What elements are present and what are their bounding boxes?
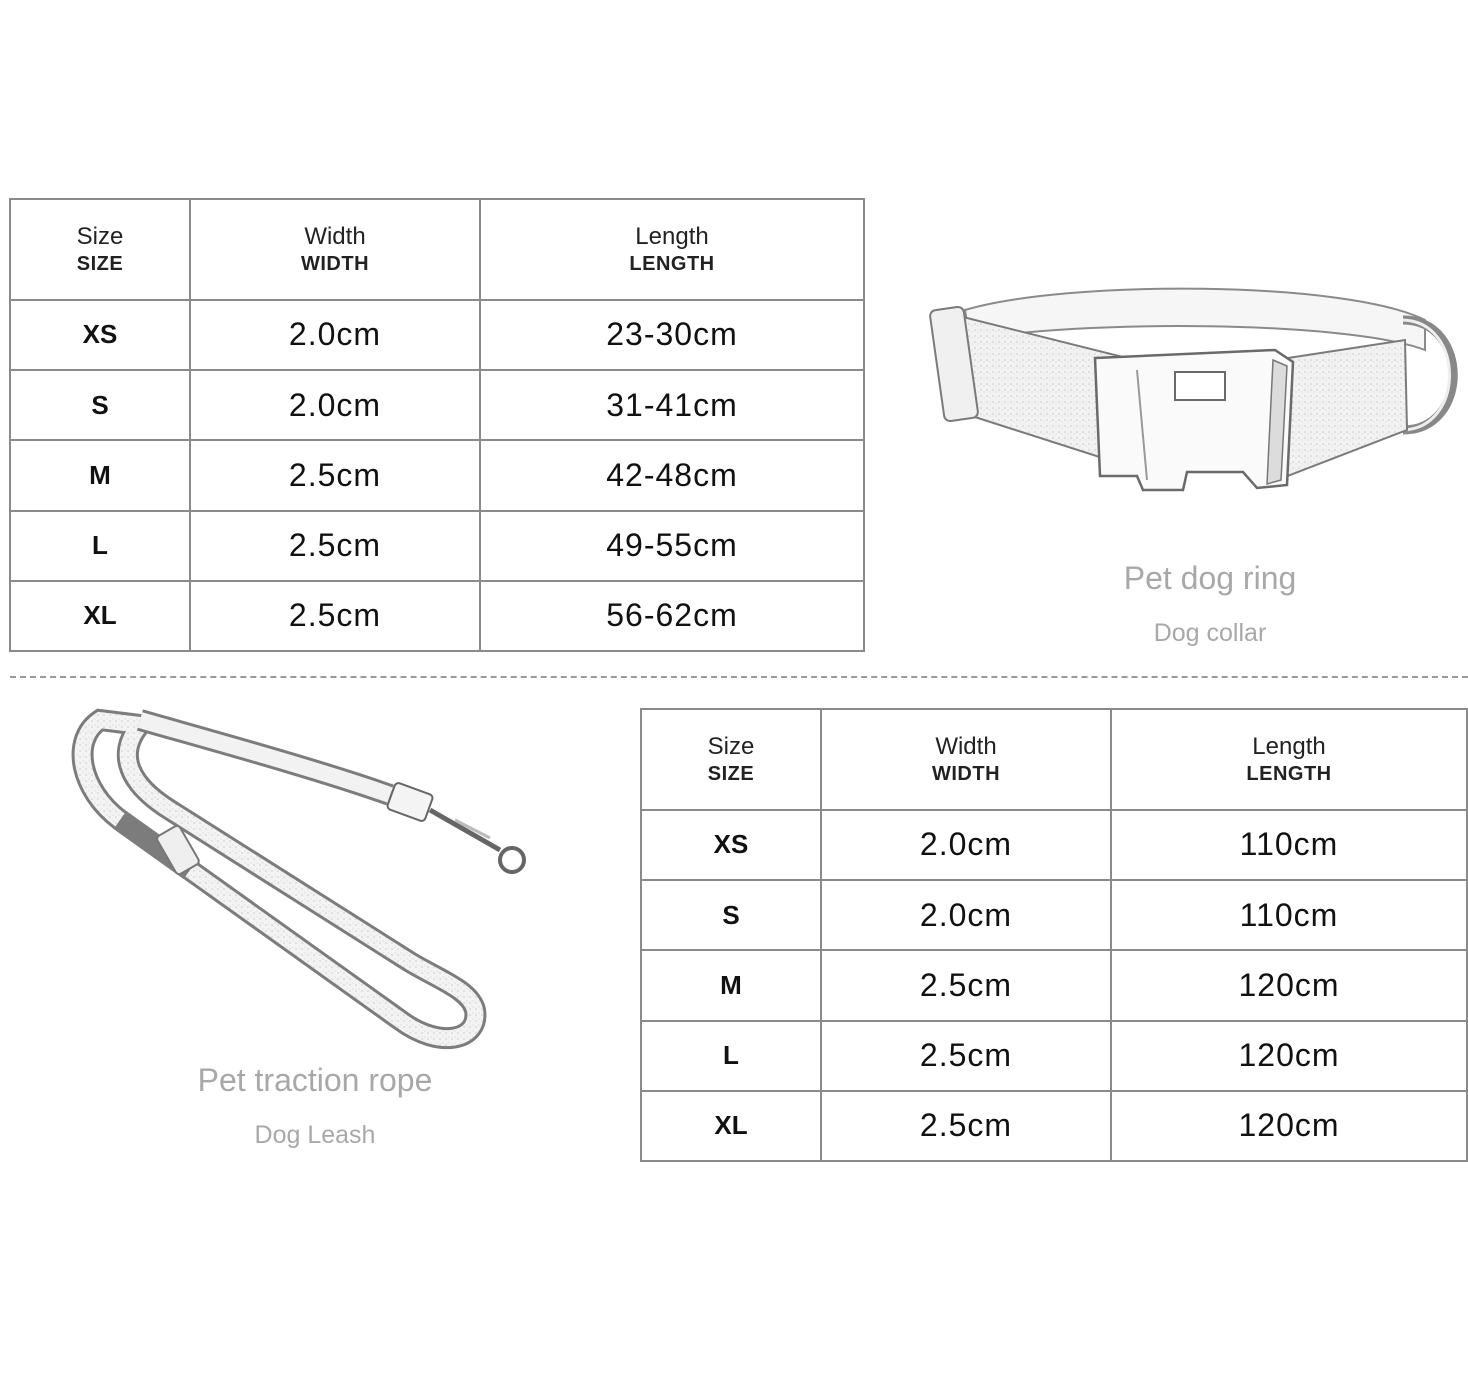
table-row	[10, 581, 864, 651]
leash-caption-subtitle: Dog Leash	[254, 1121, 376, 1149]
collar-caption	[1060, 560, 1360, 648]
length-cell: 23-30cm	[480, 300, 864, 370]
table-row	[641, 810, 1467, 880]
size-cell: XL	[10, 581, 190, 651]
size-cell: L	[641, 1021, 821, 1091]
leash-caption-title: Pet traction rope	[197, 1062, 433, 1098]
size-cell: S	[10, 370, 190, 440]
width-cell: 2.5cm	[821, 950, 1111, 1020]
length-cell: 120cm	[1111, 1021, 1467, 1091]
section-divider	[10, 676, 1468, 678]
length-cell: 120cm	[1111, 1091, 1467, 1161]
table-row	[10, 370, 864, 440]
length-cell: 49-55cm	[480, 511, 864, 581]
width-cell: 2.0cm	[190, 300, 480, 370]
width-cell: 2.5cm	[190, 511, 480, 581]
length-cell: 56-62cm	[480, 581, 864, 651]
length-cell: 120cm	[1111, 950, 1467, 1020]
table-row	[641, 1091, 1467, 1161]
dog-leash-image	[60, 700, 540, 1060]
collar-caption-title: Pet dog ring	[1123, 560, 1297, 596]
collar-caption-subtitle: Dog collar	[1153, 619, 1267, 647]
header-size: Size SIZE	[641, 709, 821, 810]
table-row	[641, 1021, 1467, 1091]
collar-size-table	[9, 198, 863, 652]
width-cell: 2.5cm	[190, 440, 480, 510]
width-cell: 2.5cm	[190, 581, 480, 651]
table-header-row	[10, 199, 864, 300]
table-header-row	[641, 709, 1467, 810]
length-cell: 31-41cm	[480, 370, 864, 440]
width-cell: 2.5cm	[821, 1091, 1111, 1161]
leash-caption	[160, 1062, 470, 1150]
table-row	[641, 950, 1467, 1020]
size-cell: XS	[641, 810, 821, 880]
size-cell: M	[10, 440, 190, 510]
table-row	[10, 440, 864, 510]
size-cell: XS	[10, 300, 190, 370]
header-width: Width WIDTH	[190, 199, 480, 300]
size-cell: M	[641, 950, 821, 1020]
size-cell: XL	[641, 1091, 821, 1161]
header-width: Width WIDTH	[821, 709, 1111, 810]
header-length: Length LENGTH	[1111, 709, 1467, 810]
length-cell: 110cm	[1111, 880, 1467, 950]
length-cell: 110cm	[1111, 810, 1467, 880]
length-cell: 42-48cm	[480, 440, 864, 510]
width-cell: 2.0cm	[190, 370, 480, 440]
table-row	[10, 511, 864, 581]
size-cell: S	[641, 880, 821, 950]
dog-collar-image	[925, 280, 1468, 500]
header-length: Length LENGTH	[480, 199, 864, 300]
table-row	[641, 880, 1467, 950]
width-cell: 2.0cm	[821, 880, 1111, 950]
header-size: Size SIZE	[10, 199, 190, 300]
size-cell: L	[10, 511, 190, 581]
width-cell: 2.0cm	[821, 810, 1111, 880]
table-row	[10, 300, 864, 370]
width-cell: 2.5cm	[821, 1021, 1111, 1091]
leash-size-table	[640, 708, 1466, 1162]
